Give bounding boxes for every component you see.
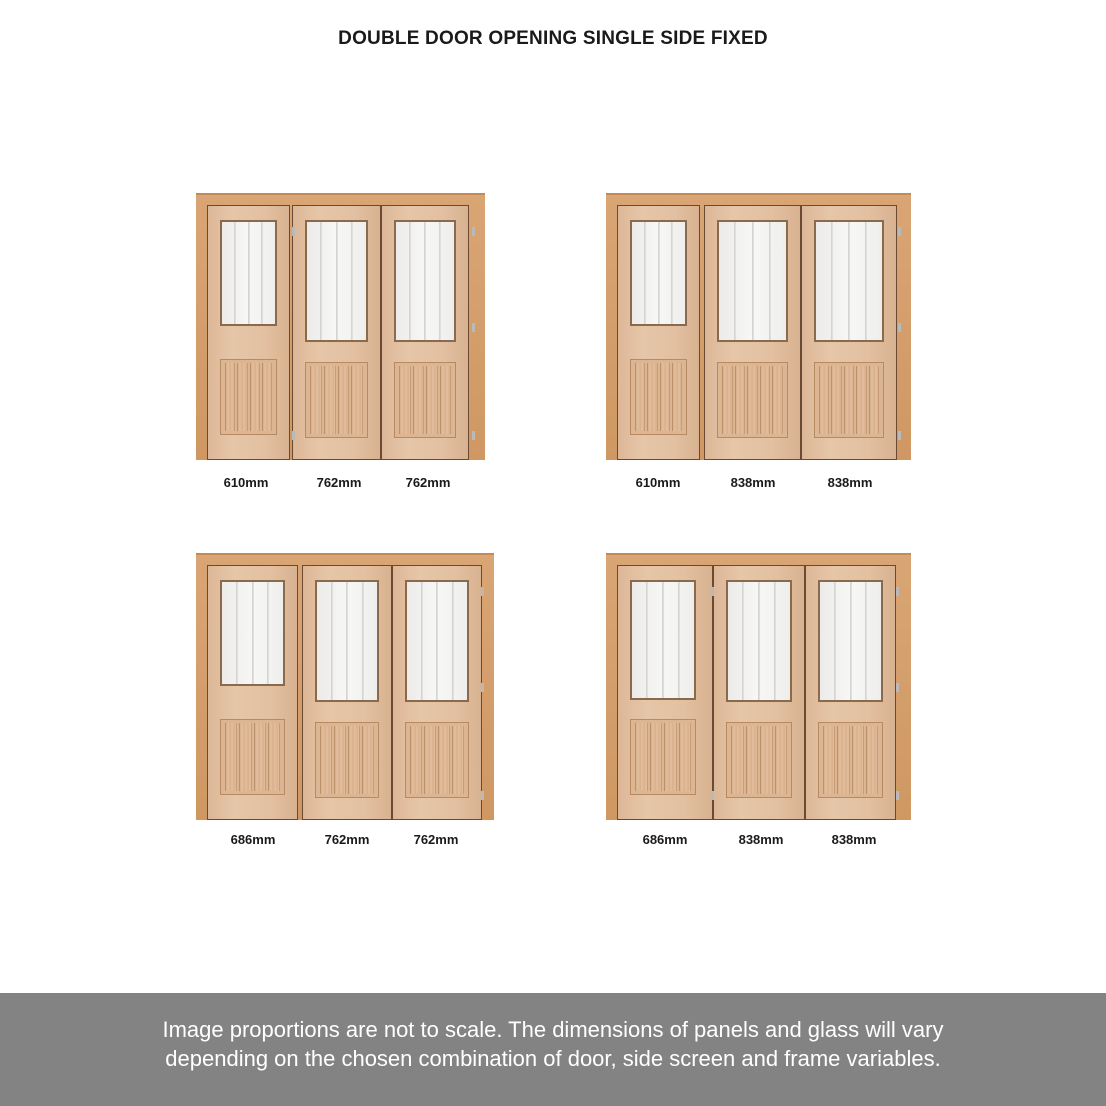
hinge-icon — [896, 791, 899, 800]
hinge-icon — [472, 323, 475, 332]
hinge-icon — [481, 587, 484, 596]
lower-panel — [394, 362, 456, 438]
lower-panel — [220, 719, 285, 795]
glass-pane — [726, 580, 792, 702]
disclaimer-line-2: depending on the chosen combination of door, side screen and frame variables. — [165, 1046, 941, 1071]
width-label: 610mm — [635, 475, 681, 490]
door-leaf-fixed — [207, 205, 290, 460]
lower-panel — [818, 722, 883, 798]
disclaimer-text — [0, 1015, 1106, 1073]
hinge-icon — [472, 431, 475, 440]
width-label: 762mm — [413, 832, 459, 847]
width-label: 686mm — [230, 832, 276, 847]
door-leaf-fixed — [207, 565, 298, 820]
glass-pane — [220, 580, 285, 686]
width-label: 686mm — [642, 832, 688, 847]
hinge-icon — [898, 227, 901, 236]
glass-pane — [717, 220, 788, 342]
width-label: 762mm — [324, 832, 370, 847]
lower-panel — [220, 359, 277, 435]
glass-pane — [305, 220, 368, 342]
door-leaf-left — [302, 565, 392, 820]
hinge-icon — [481, 683, 484, 692]
glass-pane — [220, 220, 277, 326]
lower-panel — [315, 722, 379, 798]
hinge-icon — [292, 431, 295, 440]
lower-panel — [305, 362, 368, 438]
lower-panel — [814, 362, 884, 438]
door-leaf-left — [292, 205, 381, 460]
lower-panel — [717, 362, 788, 438]
hinge-icon — [481, 791, 484, 800]
door-leaf-fixed — [617, 205, 700, 460]
hinge-icon — [898, 431, 901, 440]
hinge-icon — [711, 791, 714, 800]
door-leaf-left — [704, 205, 801, 460]
page-title: DOUBLE DOOR OPENING SINGLE SIDE FIXED — [338, 28, 768, 49]
glass-pane — [818, 580, 883, 702]
lower-panel — [405, 722, 469, 798]
glass-pane — [630, 580, 696, 700]
disclaimer-line-1: Image proportions are not to scale. The dimensions of panels and glass will vary — [162, 1017, 944, 1042]
door-leaf-right — [801, 205, 897, 460]
glass-pane — [630, 220, 687, 326]
hinge-icon — [711, 587, 714, 596]
lower-panel — [630, 359, 687, 435]
width-label: 610mm — [223, 475, 269, 490]
glass-pane — [315, 580, 379, 702]
hinge-icon — [472, 227, 475, 236]
door-leaf-right — [381, 205, 469, 460]
glass-pane — [405, 580, 469, 702]
lower-panel — [630, 719, 696, 795]
width-label: 838mm — [831, 832, 877, 847]
door-leaf-left — [713, 565, 805, 820]
width-label: 838mm — [730, 475, 776, 490]
width-label: 762mm — [316, 475, 362, 490]
width-label: 838mm — [738, 832, 784, 847]
door-leaf-right — [392, 565, 482, 820]
door-leaf-fixed — [617, 565, 713, 820]
width-label: 838mm — [827, 475, 873, 490]
lower-panel — [726, 722, 792, 798]
glass-pane — [394, 220, 456, 342]
hinge-icon — [292, 227, 295, 236]
hinge-icon — [898, 323, 901, 332]
glass-pane — [814, 220, 884, 342]
hinge-icon — [896, 587, 899, 596]
door-leaf-right — [805, 565, 896, 820]
width-label: 762mm — [405, 475, 451, 490]
disclaimer-banner — [0, 993, 1106, 1106]
hinge-icon — [896, 683, 899, 692]
